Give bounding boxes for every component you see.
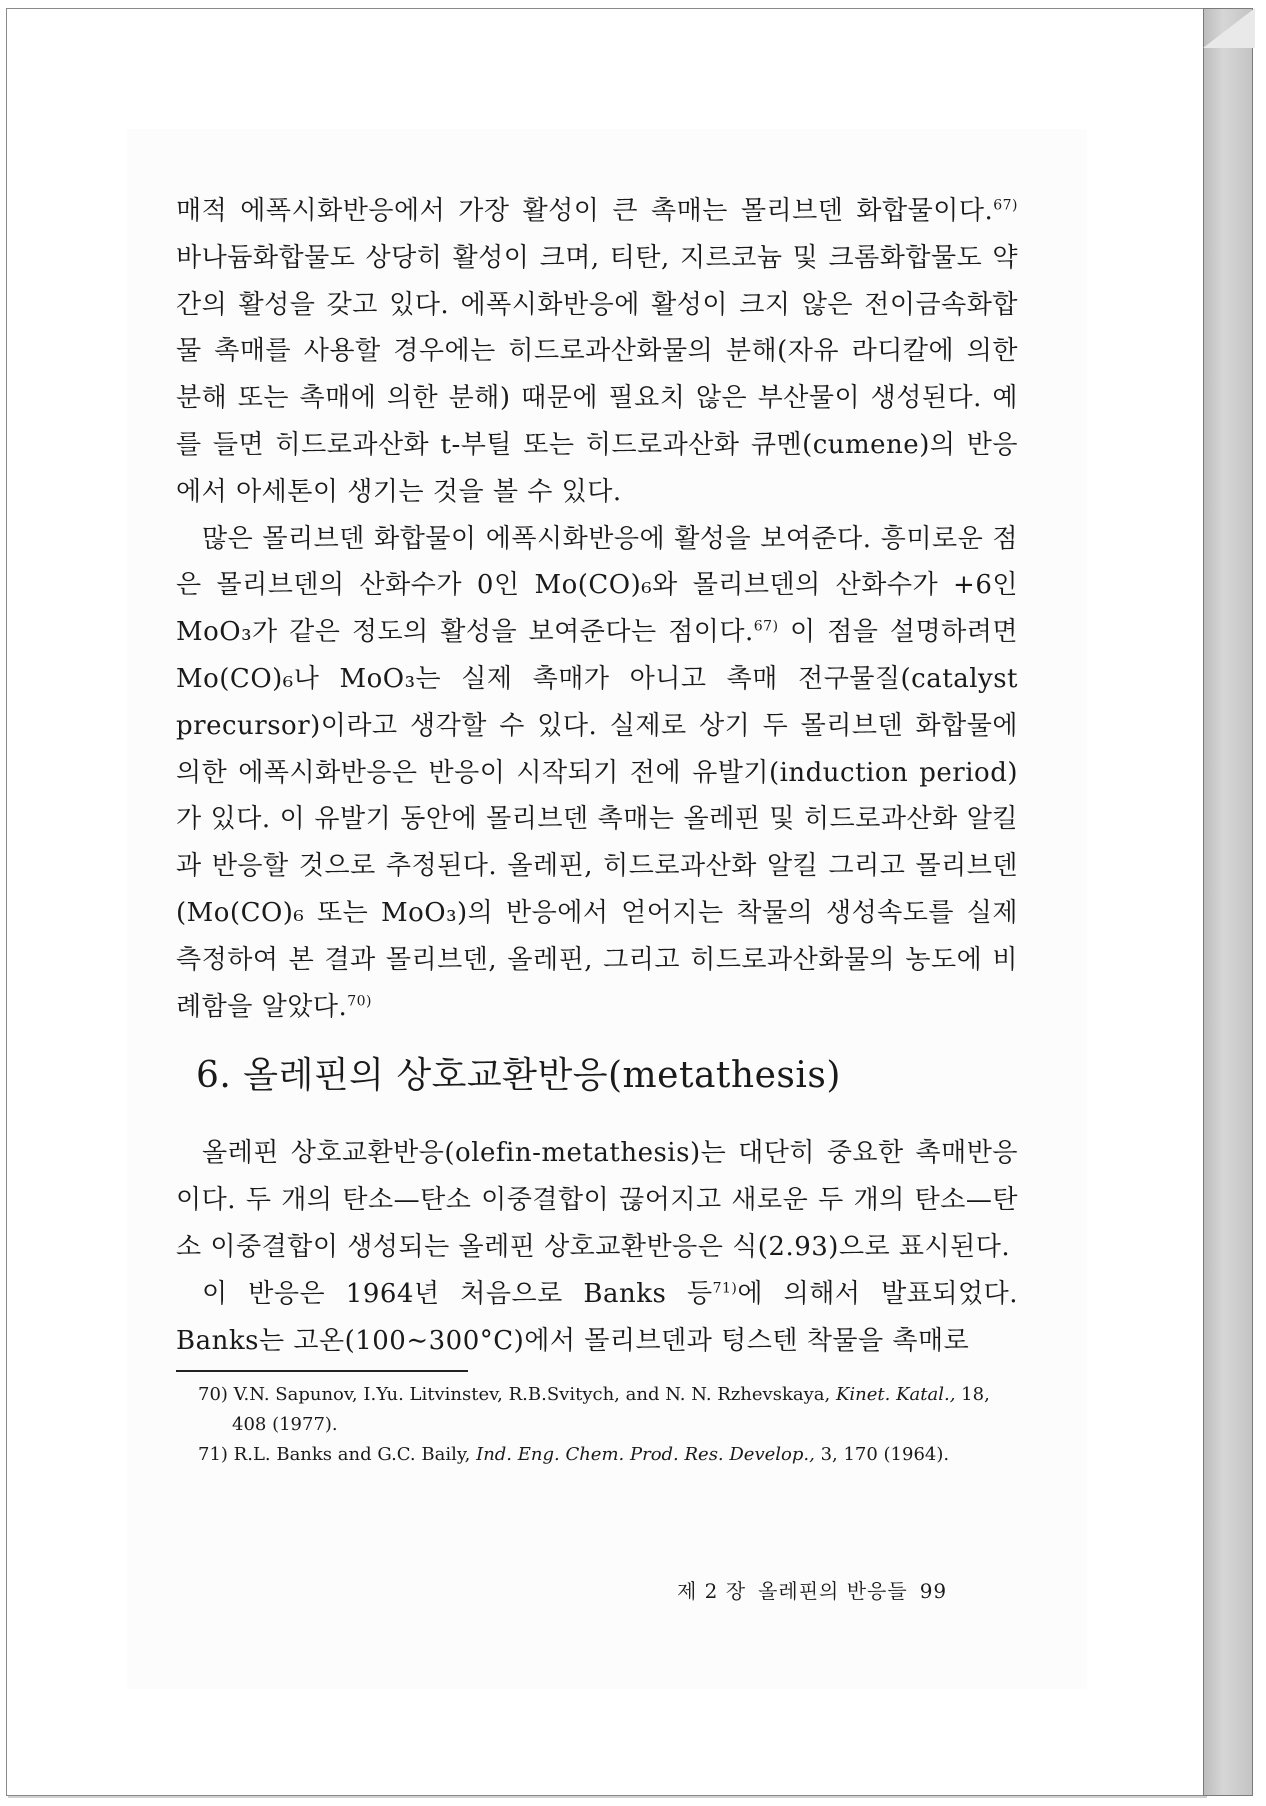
- section-heading: 6. 올레핀의 상호교환반응(metathesis): [196, 1055, 841, 1097]
- book-spine-corner: [1203, 8, 1255, 48]
- body-paragraph: [176, 1130, 1018, 1270]
- footnote-authors: V.N. Sapunov, I.Yu. Litvinstev, R.B.Svitych, and N. N. Rzhevskaya,: [233, 1384, 831, 1406]
- paragraph-text: 에 의해서 발표되었다. Banks는 고온(100∼300°C)에서 몰리브덴과 텅스텐 착물을 촉매로: [176, 1278, 1018, 1356]
- paragraph-text: 이 점을 설명하려면 Mo(CO)₆나 MoO₃는 실제 촉매가 아니고 촉매 전구물질(catalyst precursor)이라고 생각할 수 있다. 실제로 상기 두 몰리브덴 화합물에 의한 에폭시화반응은 반응이 시작되기 전에 유발기(induction period)가 있다. 이 유발기 동안에 몰리브덴 촉매는 올레핀 및 히드로과산화 알킬과 반응할 것으로 추정된다. 올레핀, 히드로과산화 알킬 그리고 몰리브덴(Mo(CO)₆ 또는 MoO₃)의 반응에서 얻어지는 착물의 생성속도를 실제 측정하여 본 결과 몰리브덴, 올레핀, 그리고 히드로과산화물의 농도에 비례함을 알았다.: [176, 617, 1018, 1022]
- footer-chapter-title: 올레핀의 반응들: [758, 1579, 908, 1603]
- citation-marker: 67): [993, 197, 1018, 214]
- footnote-number: 71): [198, 1444, 228, 1466]
- paragraph-text: 매적 에폭시화반응에서 가장 활성이 큰 촉매는 몰리브덴 화합물이다.: [176, 196, 994, 226]
- paragraph-text: 올레핀 상호교환반응(olefin-metathesis)는 대단히 중요한 촉매반응이다. 두 개의 탄소—탄소 이중결합이 끊어지고 새로운 두 개의 탄소—탄소 이중결합이 생성되는 올레핀 상호교환반응은 식(2.93)으로 표시된다.: [176, 1138, 1018, 1262]
- footnote-volume: 18, 408 (1977).: [232, 1384, 990, 1436]
- book-spine-edge: [1203, 8, 1253, 1796]
- citation-marker: 71): [712, 1280, 738, 1297]
- citation-marker: 70): [347, 992, 373, 1009]
- running-footer: [665, 1575, 947, 1604]
- footnote-number: 70): [198, 1384, 228, 1406]
- body-paragraph: [176, 188, 1018, 516]
- footnote-volume: 3, 170 (1964).: [814, 1444, 950, 1466]
- paragraph-text: 많은 몰리브덴 화합물이 에폭시화반응에 활성을 보여준다. 흥미로운 점은 몰리브덴의 산화수가 0인 Mo(CO)₆와 몰리브덴의 산화수가 +6인 MoO₃가 같은 정도의 활성을 보여준다는 점이다.: [176, 523, 1018, 648]
- footnote: [198, 1440, 1018, 1470]
- body-paragraph: [176, 516, 1018, 1031]
- body-paragraph: [176, 1271, 1018, 1365]
- footer-chapter: 제 2 장: [677, 1579, 747, 1603]
- page-number: 99: [919, 1579, 948, 1603]
- footnote: [198, 1380, 1018, 1440]
- paragraph-text: 이 반응은 1964년 처음으로 Banks 등: [202, 1278, 713, 1309]
- citation-marker: 67): [753, 618, 779, 635]
- footnote-authors: R.L. Banks and G.C. Baily,: [233, 1444, 471, 1466]
- footnote-journal: Ind. Eng. Chem. Prod. Res. Develop.,: [476, 1444, 815, 1466]
- page-content: [176, 188, 1018, 1470]
- footnote-journal: Kinet. Katal.,: [835, 1384, 956, 1406]
- paragraph-text: 바나듐화합물도 상당히 활성이 크며, 티탄, 지르코늄 및 크롬화합물도 약간의 활성을 갖고 있다. 에폭시화반응에 활성이 크지 않은 전이금속화합물 촉매를 사용할 경우에는 히드로과산화물의 분해(자유 라디칼에 의한 분해 또는 촉매에 의한 분해) 때문에 필요치 않은 부산물이 생성된다. 예를 들면 히드로과산화 t-부틸 또는 히드로과산화 큐멘(cumene)의 반응에서 아세톤이 생기는 것을 볼 수 있다.: [176, 242, 1018, 507]
- footnote-divider: [176, 1370, 468, 1372]
